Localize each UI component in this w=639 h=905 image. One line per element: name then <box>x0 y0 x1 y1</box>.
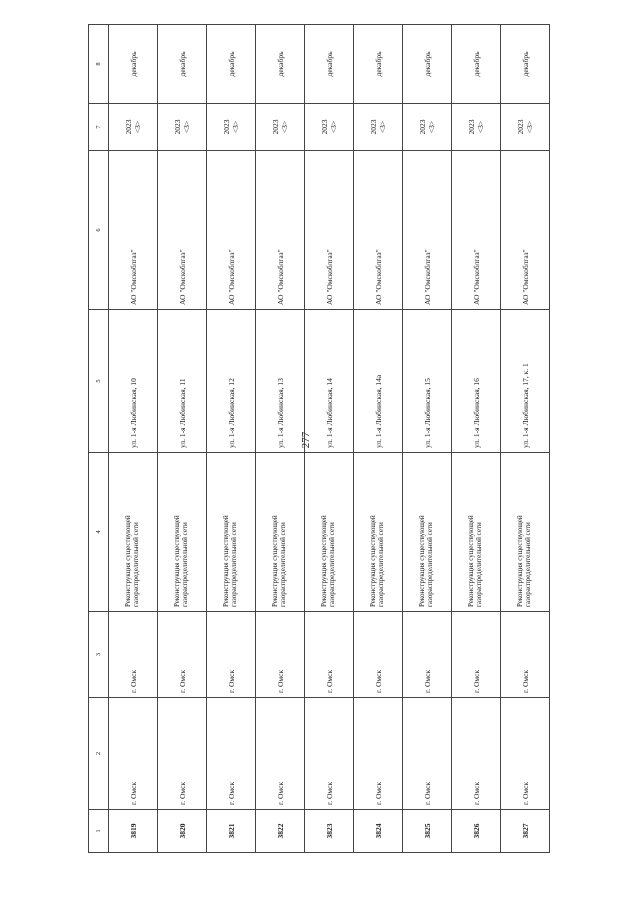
year-text: 2023 <box>418 119 427 135</box>
city-cell: г. Омск <box>452 612 501 698</box>
locality-cell: г. Омск <box>354 698 403 810</box>
table-row <box>354 25 403 853</box>
month-cell: декабрь <box>354 25 403 104</box>
address-cell: ул. 1-я Любинская, 12 <box>207 310 256 453</box>
year-note-cell <box>109 104 158 151</box>
address-cell: ул. 1-я Любинская, 15 <box>403 310 452 453</box>
organization-cell: АО "Омскоблгаз" <box>501 151 550 310</box>
organization-cell: АО "Омскоблгаз" <box>354 151 403 310</box>
locality-cell: г. Омск <box>501 698 550 810</box>
footnote-ref: <3> <box>476 120 485 134</box>
address-cell: ул. 1-я Любинская, 10 <box>109 310 158 453</box>
organization-cell: АО "Омскоблгаз" <box>452 151 501 310</box>
city-cell: г. Омск <box>403 612 452 698</box>
year-note-cell <box>158 104 207 151</box>
locality-cell: г. Омск <box>109 698 158 810</box>
organization-cell: АО "Омскоблгаз" <box>305 151 354 310</box>
year-text: 2023 <box>124 119 133 135</box>
row-number-cell: 3823 <box>305 810 354 853</box>
locality-cell: г. Омск <box>305 698 354 810</box>
work-type-cell: Реконструкция существующей газораспределительной сети <box>207 453 256 612</box>
month-cell: декабрь <box>452 25 501 104</box>
page-number: 277 <box>300 431 312 449</box>
footnote-ref: <3> <box>280 120 289 134</box>
header-cell: 3 <box>89 612 109 698</box>
address-cell: ул. 1-я Любинская, 11 <box>158 310 207 453</box>
footnote-ref: <3> <box>378 120 387 134</box>
data-table <box>88 24 550 853</box>
table-row <box>256 25 305 853</box>
year-text: 2023 <box>173 119 182 135</box>
month-cell: декабрь <box>109 25 158 104</box>
row-number-cell: 3825 <box>403 810 452 853</box>
work-type-cell: Реконструкция существующей газораспределительной сети <box>452 453 501 612</box>
table-row <box>305 25 354 853</box>
header-cell: 4 <box>89 453 109 612</box>
organization-cell: АО "Омскоблгаз" <box>158 151 207 310</box>
address-cell: ул. 1-я Любинская, 13 <box>256 310 305 453</box>
year-text: 2023 <box>320 119 329 135</box>
row-number-cell: 3824 <box>354 810 403 853</box>
work-type-cell: Реконструкция существующей газораспределительной сети <box>501 453 550 612</box>
organization-cell: АО "Омскоблгаз" <box>403 151 452 310</box>
year-text: 2023 <box>467 119 476 135</box>
header-cell: 5 <box>89 310 109 453</box>
year-text: 2023 <box>271 119 280 135</box>
month-cell: декабрь <box>256 25 305 104</box>
organization-cell: АО "Омскоблгаз" <box>256 151 305 310</box>
row-number-cell: 3820 <box>158 810 207 853</box>
organization-cell: АО "Омскоблгаз" <box>207 151 256 310</box>
year-text: 2023 <box>222 119 231 135</box>
work-type-cell: Реконструкция существующей газораспределительной сети <box>109 453 158 612</box>
city-cell: г. Омск <box>109 612 158 698</box>
work-type-cell: Реконструкция существующей газораспределительной сети <box>305 453 354 612</box>
address-cell: ул. 1-я Любинская, 16 <box>452 310 501 453</box>
year-note-cell <box>501 104 550 151</box>
row-number-cell: 3819 <box>109 810 158 853</box>
organization-cell: АО "Омскоблгаз" <box>109 151 158 310</box>
footnote-ref: <3> <box>329 120 338 134</box>
work-type-cell: Реконструкция существующей газораспределительной сети <box>403 453 452 612</box>
city-cell: г. Омск <box>305 612 354 698</box>
address-cell: ул. 1-я Любинская, 14а <box>354 310 403 453</box>
row-number-cell: 3827 <box>501 810 550 853</box>
year-note-cell <box>305 104 354 151</box>
year-note-cell <box>354 104 403 151</box>
table-row <box>158 25 207 853</box>
year-text: 2023 <box>369 119 378 135</box>
address-cell: ул. 1-я Любинская, 17, к. 1 <box>501 310 550 453</box>
month-cell: декабрь <box>158 25 207 104</box>
header-cell: 1 <box>89 810 109 853</box>
year-note-cell <box>207 104 256 151</box>
table-row <box>452 25 501 853</box>
header-cell: 7 <box>89 104 109 151</box>
city-cell: г. Омск <box>207 612 256 698</box>
footnote-ref: <3> <box>182 120 191 134</box>
work-type-cell: Реконструкция существующей газораспределительной сети <box>158 453 207 612</box>
year-note-cell <box>452 104 501 151</box>
table-row <box>207 25 256 853</box>
year-text: 2023 <box>516 119 525 135</box>
month-cell: декабрь <box>403 25 452 104</box>
month-cell: декабрь <box>501 25 550 104</box>
locality-cell: г. Омск <box>256 698 305 810</box>
rotated-table-container <box>88 25 582 853</box>
locality-cell: г. Омск <box>207 698 256 810</box>
table-row <box>501 25 550 853</box>
table-row <box>403 25 452 853</box>
address-cell: ул. 1-я Любинская, 14 <box>305 310 354 453</box>
locality-cell: г. Омск <box>403 698 452 810</box>
locality-cell: г. Омск <box>452 698 501 810</box>
city-cell: г. Омск <box>256 612 305 698</box>
table-body <box>89 25 550 853</box>
footnote-ref: <3> <box>133 120 142 134</box>
row-number-cell: 3822 <box>256 810 305 853</box>
work-type-cell: Реконструкция существующей газораспределительной сети <box>354 453 403 612</box>
year-note-cell <box>256 104 305 151</box>
footnote-ref: <3> <box>231 120 240 134</box>
city-cell: г. Омск <box>158 612 207 698</box>
table-header-row <box>89 25 109 853</box>
locality-cell: г. Омск <box>158 698 207 810</box>
row-number-cell: 3826 <box>452 810 501 853</box>
work-type-cell: Реконструкция существующей газораспределительной сети <box>256 453 305 612</box>
header-cell: 2 <box>89 698 109 810</box>
month-cell: декабрь <box>305 25 354 104</box>
year-note-cell <box>403 104 452 151</box>
footnote-ref: <3> <box>427 120 436 134</box>
header-cell: 8 <box>89 25 109 104</box>
city-cell: г. Омск <box>354 612 403 698</box>
month-cell: декабрь <box>207 25 256 104</box>
row-number-cell: 3821 <box>207 810 256 853</box>
header-cell: 6 <box>89 151 109 310</box>
city-cell: г. Омск <box>501 612 550 698</box>
table-row <box>109 25 158 853</box>
footnote-ref: <3> <box>525 120 534 134</box>
